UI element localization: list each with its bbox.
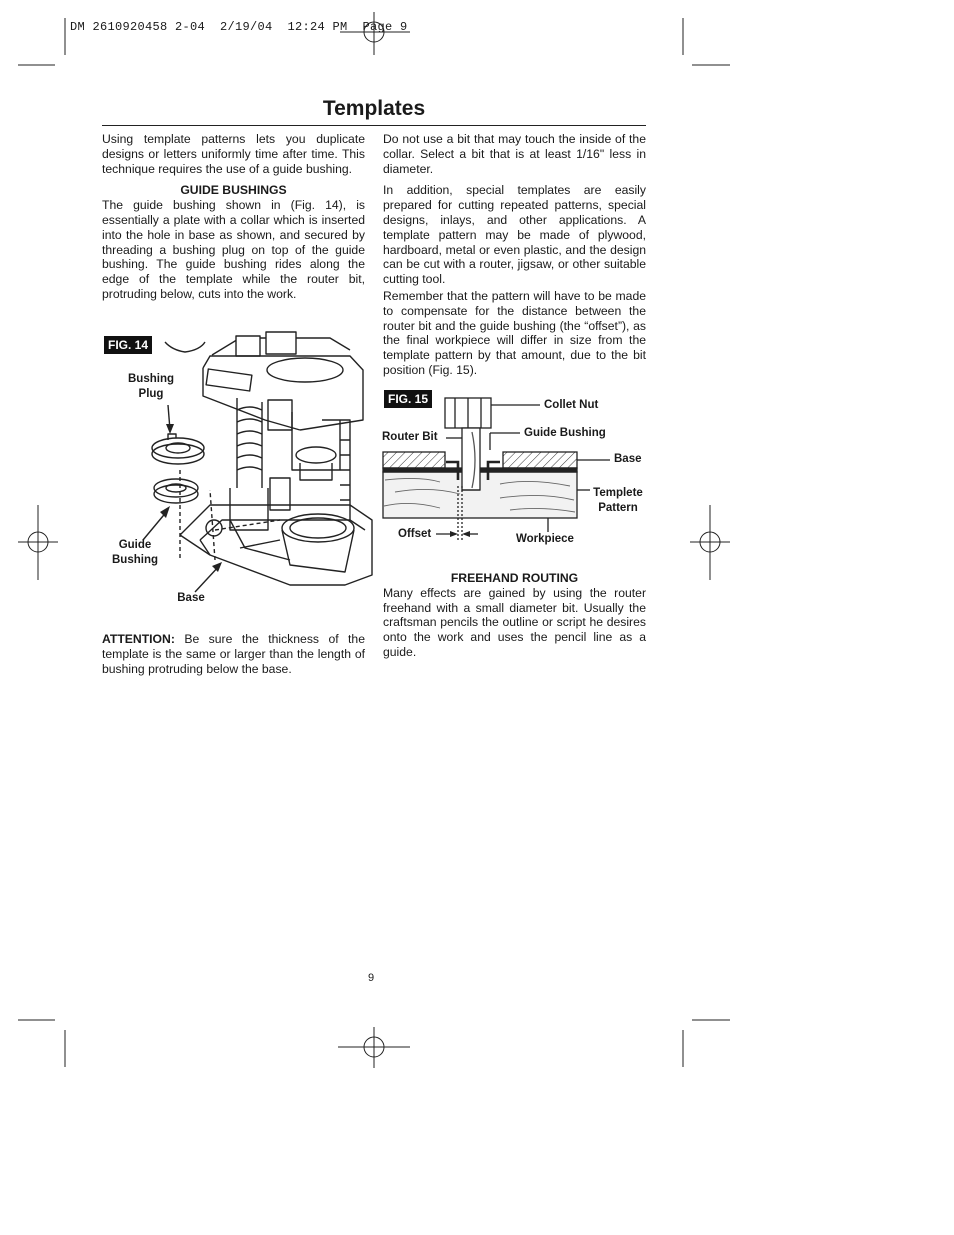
fig14-label-guide: Guide xyxy=(118,539,152,551)
bit-paragraph: Do not use a bit that may touch the inside of the collar. Select a bit that is at least 1/16" less in diameter. xyxy=(383,132,646,176)
freehand-heading: FREEHAND ROUTING xyxy=(450,571,579,585)
templates-paragraph: In addition, special templates are easily prepared for cutting repeated patterns, special designs, inlays, and other applications. A template pattern may be made of plywood, hardboard, metal or even plastic, and the design can be cut with a router, jigsaw, or other suitable cutting tool. xyxy=(383,183,646,287)
fig-15-tag: FIG. 15 xyxy=(384,390,432,408)
attention-label: ATTENTION: xyxy=(102,632,175,646)
fig15-label-pattern: Pattern xyxy=(598,502,638,514)
fig15-label-offset: Offset xyxy=(398,528,432,540)
attention-text: Be sure the thickness of the template is the same or larger than the length of bushing protruding below the base. xyxy=(102,632,365,676)
freehand-paragraph: Many effects are gained by using the router freehand with a small diameter bit. Usually the craftsman pencils the outline or script he desires onto the work and uses the pencil line as a guide. xyxy=(383,585,646,659)
fig15-label-router-bit: Router Bit xyxy=(382,431,438,443)
intro-paragraph: Using template patterns lets you duplicate designs or letters uniformly time after time. This technique requires the use of a guide bushing. xyxy=(102,132,365,176)
guide-bushings-heading: GUIDE BUSHINGS xyxy=(180,183,287,198)
fig-14-tag: FIG. 14 xyxy=(104,336,152,354)
page-number: 9 xyxy=(368,972,375,984)
print-slug: DM 2610920458 2-04 2/19/04 12:24 PM Page 9 xyxy=(70,20,408,34)
fig15-label-base: Base xyxy=(614,453,642,465)
fig15-label-templete: Templete xyxy=(593,487,643,499)
page-title: Templates xyxy=(322,97,426,120)
fig14-label-plug: Plug xyxy=(138,388,164,400)
fig15-label-workpiece: Workpiece xyxy=(516,533,574,545)
freehand-section xyxy=(383,571,646,667)
offset-paragraph: Remember that the pattern will have to be made to compensate for the distance between the router bit and the guide bushing (the “offset”), as the final workpiece will differ in size from the template pattern by that amount, due to the bit position (Fig. 15). xyxy=(383,288,646,377)
fig14-label-base: Base xyxy=(177,592,205,604)
guide-bushings-paragraph: The guide bushing shown in (Fig. 14), is essentially a plate with a collar which is inserted into the hole in base as shown, and secured by threading a bushing plug on top of the guide bushing. The guide bushing rides along the edge of the template while the router bit, protruding below, cuts into the work. xyxy=(102,198,365,301)
fig15-label-guide-bushing: Guide Bushing xyxy=(524,427,606,439)
fig14-label-bushing-2: Bushing xyxy=(112,554,158,566)
fig15-label-collet-nut: Collet Nut xyxy=(544,399,599,411)
fig14-label-bushing: Bushing xyxy=(128,373,174,385)
